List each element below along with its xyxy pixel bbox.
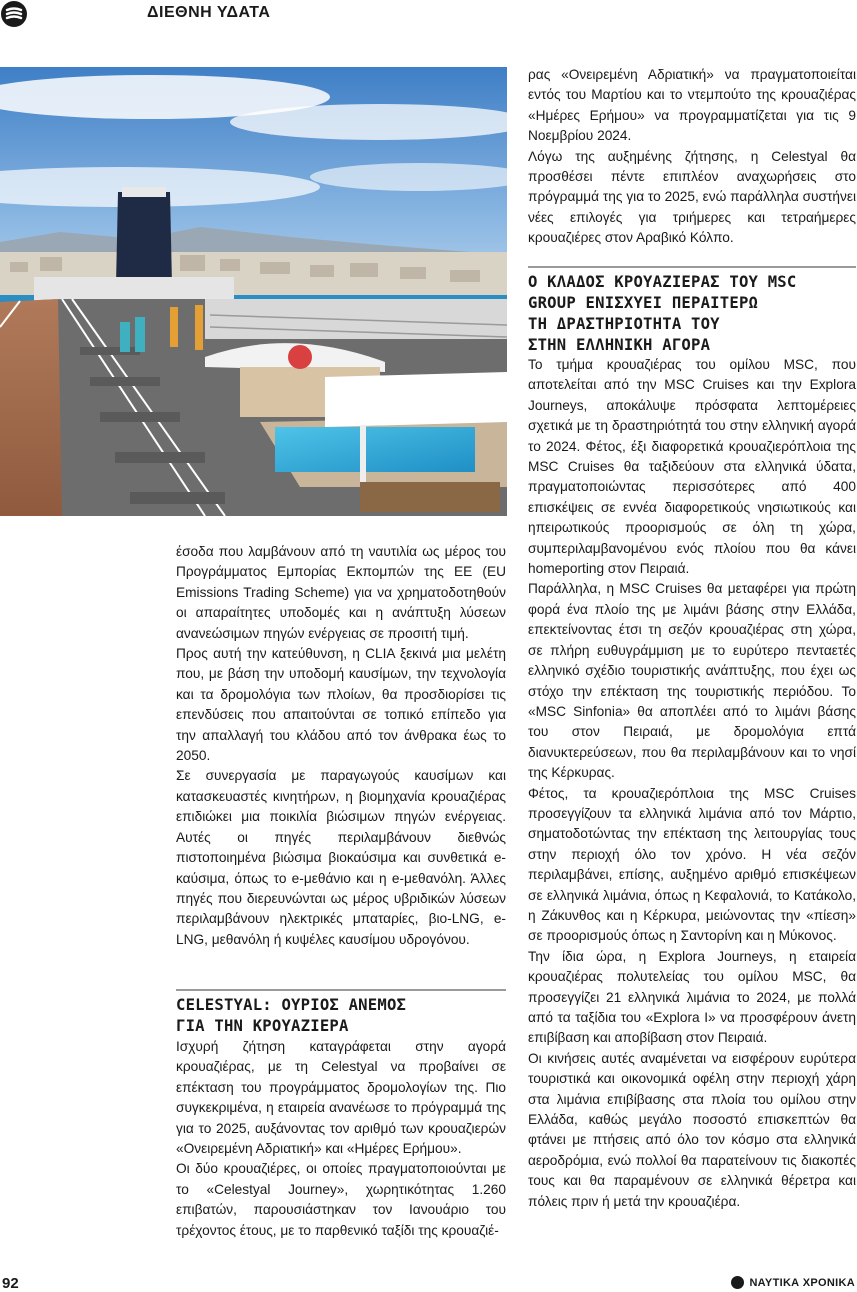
section-heading-msc xyxy=(528,272,856,356)
paragraph: Ισχυρή ζήτηση καταγράφεται στην αγορά κρουαζιέρας, με τη Celestyal να προβαίνει σε επέκταση του προγράμματος δρομολογίων της. Πιο συγκεκριμένα, η εταιρεία ανανέωσε το πρόγραμμά της για το 2025, αυξάνοντας τον αριθμό των κρουαζιερών «Ονειρεμένη Αδριατική» και «Ημέρες Ερήμου». xyxy=(176,1039,506,1157)
heading-line: ΤΗ ΔΡΑΣΤΗΡΙΟΤΗΤΑ ΤΟΥ xyxy=(528,315,720,333)
article-right-column-bottom xyxy=(528,355,856,1212)
paragraph: Φέτος, τα κρουαζιερόπλοια της MSC Cruises προσεγγίζουν τα ελληνικά λιμάνια από τον Μάρτιο, σηματοδοτώντας την επέκταση της λειτουργίας τους στην περιοχή όλο τον χρόνο. Η νέα σεζόν περιλαμβάνει, επίσης, αυξημένο αριθμό επισκέψεων σε ελληνικά λιμάνια, όπως η Κεφαλονιά, το Κατάκολο, η Ζάκυνθος και η Κέρκυρα, μειώνοντας την «πίεση» σε προορισμούς όπως η Σαντορίνη και η Μύκονος. xyxy=(528,785,856,944)
brand-name: ΝΑΥΤΙΚΑ ΧΡΟΝΙΚΑ xyxy=(749,1276,855,1289)
section-divider xyxy=(528,266,856,268)
heading-line: CELESTYAL: ΟΥΡΙΟΣ ΑΝΕΜΟΣ xyxy=(176,996,407,1014)
paragraph: έσοδα που λαμβάνουν από τη ναυτιλία ως μέρος του Προγράμματος Εμπορίας Εκπομπών της ΕΕ (EU Emissions Trading Scheme) για να χρηματοδοτηθούν οι απαραίτητες υποδομές και η ανάπτυξη λύσεων ανανεώσιμων πηγών ενέργειας σε προσιτή τιμή. xyxy=(176,544,506,641)
heading-line: ΣΤΗΝ ΕΛΛΗΝΙΚΗ ΑΓΟΡΑ xyxy=(528,336,711,354)
section-divider xyxy=(176,989,506,991)
paragraph: Προς αυτή την κατεύθυνση, η CLIA ξεκινά μια μελέτη που, με βάση την υποδομή καυσίμων, την τεχνολογία και τα δρομολόγια των πλοίων, θα προσδιορίσει τις επενδύσεις που απαιτούνται σε τοπικό επίπεδο για την απαλλαγή του κλάδου από τον άνθρακα έως το 2050. xyxy=(176,646,506,764)
paragraph: Οι κινήσεις αυτές αναμένεται να εισφέρουν ευρύτερα τουριστικά και οικονομικά οφέλη στην περιοχή χάρη στα λιμάνια επιβίβασης στα πλοία του ομίλου στην Ελλάδα, καθώς μεγάλο ποσοστό επισκεπτών θα φτάνει με πτήσεις από όλο τον κόσμο στα ελληνικά αεροδρόμια, ενώ πολλοί θα παρατείνουν τις διακοπές τους και θα παραμένουν σε ελληνικά θέρετρα και πόλεις πριν ή μετά την κρουαζιέρα. xyxy=(528,1050,856,1209)
magazine-logo-icon xyxy=(1,1,27,27)
heading-line: ΓΙΑ ΤΗΝ ΚΡΟΥΑΖΙΕΡΑ xyxy=(176,1017,349,1035)
footer-brand xyxy=(731,1276,855,1289)
article-left-column xyxy=(176,542,506,950)
cruise-ship-deck-photo xyxy=(0,67,507,516)
heading-line: Ο ΚΛΑΔΟΣ ΚΡΟΥΑΖΙΕΡΑΣ ΤΟΥ MSC xyxy=(528,273,797,291)
page-number: 92 xyxy=(2,1275,19,1292)
section-heading-celestyal xyxy=(176,995,506,1241)
paragraph: ρας «Ονειρεμένη Αδριατική» να πραγματοποιείται εντός του Μαρτίου και το ντεμπούτο της κρουαζιέρας «Ημέρες Ερήμου» να προγραμματίζεται για τις 9 Νοεμβρίου 2024. xyxy=(528,67,856,144)
section-title: ΔΙΕΘΝΗ ΥΔΑΤΑ xyxy=(147,4,271,21)
celestyal-text xyxy=(176,1037,506,1241)
paragraph: Οι δύο κρουαζιέρες, οι οποίες πραγματοποιούνται με το «Celestyal Journey», χωρητικότητας 1.260 επιβατών, παρουσιάστηκαν τον Ιανουάριο του τρέχοντος έτους, με το παρθενικό ταξίδι της κρουαζιέ- xyxy=(176,1161,506,1238)
heading-line: GROUP ΕΝΙΣΧΥΕΙ ΠΕΡΑΙΤΕΡΩ xyxy=(528,294,759,312)
paragraph: Παράλληλα, η MSC Cruises θα μεταφέρει για πρώτη φορά ένα πλοίο της με λιμάνι βάσης στην Ελλάδα, επεκτείνοντας έτσι τη σεζόν κρουαζιέρας στη χώρα, σε πλήρη ευθυγράμμιση με το ευρύτερο πενταετές ελληνικό σχέδιο τουριστικής ανάπτυξης, που έχει ως στόχο την επέκταση της τουριστικής περιόδου. Το «MSC Sinfonia» θα αποπλέει από το λιμάνι βάσης του στον Πειραιά, με δρομολόγια επτά διανυκτερεύσεων, που θα περιλαμβάνουν και το νησί της Κέρκυρας. xyxy=(528,581,856,781)
brand-logo-icon xyxy=(731,1276,744,1289)
paragraph: Σε συνεργασία με παραγωγούς καυσίμων και κατασκευαστές κινητήρων, η βιομηχανία κρουαζιέρας επιδιώκει μια ποικιλία βιώσιμων πηγών ενέργειας. Αυτές οι πηγές περιλαμβάνουν διεθνώς πιστοποιημένα βιώσιμα βιοκαύσιμα και συνθετικά e-καύσιμα, όπως το e-μεθάνιο και η e-μεθανόλη. Άλλες πηγές που διερευνώνται ως μέρος υβριδικών λύσεων περιλαμβάνουν ηλεκτρικές μπαταρίες, βιο-LNG, e-LNG, μεθανόλη ή κυψέλες καυσίμου υδρογόνου. xyxy=(176,768,506,947)
paragraph: Την ίδια ώρα, η Explora Journeys, η εταιρεία κρουαζιέρας πολυτελείας του ομίλου MSC, θα προσεγγίζει 21 ελληνικά λιμάνια το 2024, με πολλά από τα ταξίδια του «Explora I» να προσφέρουν άνετη επιβίβαση και αποβίβαση στον Πειραιά. xyxy=(528,948,856,1046)
paragraph: Το τμήμα κρουαζιέρας του ομίλου MSC, που αποτελείται από την MSC Cruises και την Explora Journeys, αποκάλυψε πρόσφατα λεπτομέρειες σχετικά με τη δραστηριότητά του στην ελληνική αγορά το 2024. Φέτος, έξι διαφορετικά κρουαζιερόπλοια της MSC Cruises θα ταξιδεύουν στα ελληνικά ύδατα, πραγματοποιώντας περισσότερες από 400 επισκέψεις σε εννέα διαφορετικούς νησιωτικούς και ηπειρωτικούς προορισμούς σε όλη τη χώρα, συμπεριλαμβανομένου ενός πλοίου που θα κάνει homeporting στον Πειραιά. xyxy=(528,357,856,577)
article-right-column-top xyxy=(528,65,856,249)
paragraph: Λόγω της αυξημένης ζήτησης, η Celestyal θα προσθέσει πέντε επιπλέον αναχωρήσεις στο πρόγραμμά της για το 2025, ενώ παράλληλα συστήνει νέες επιλογές για τριήμερες και τετραήμερες κρουαζιέρες στον Αραβικό Κόλπο. xyxy=(528,148,856,246)
